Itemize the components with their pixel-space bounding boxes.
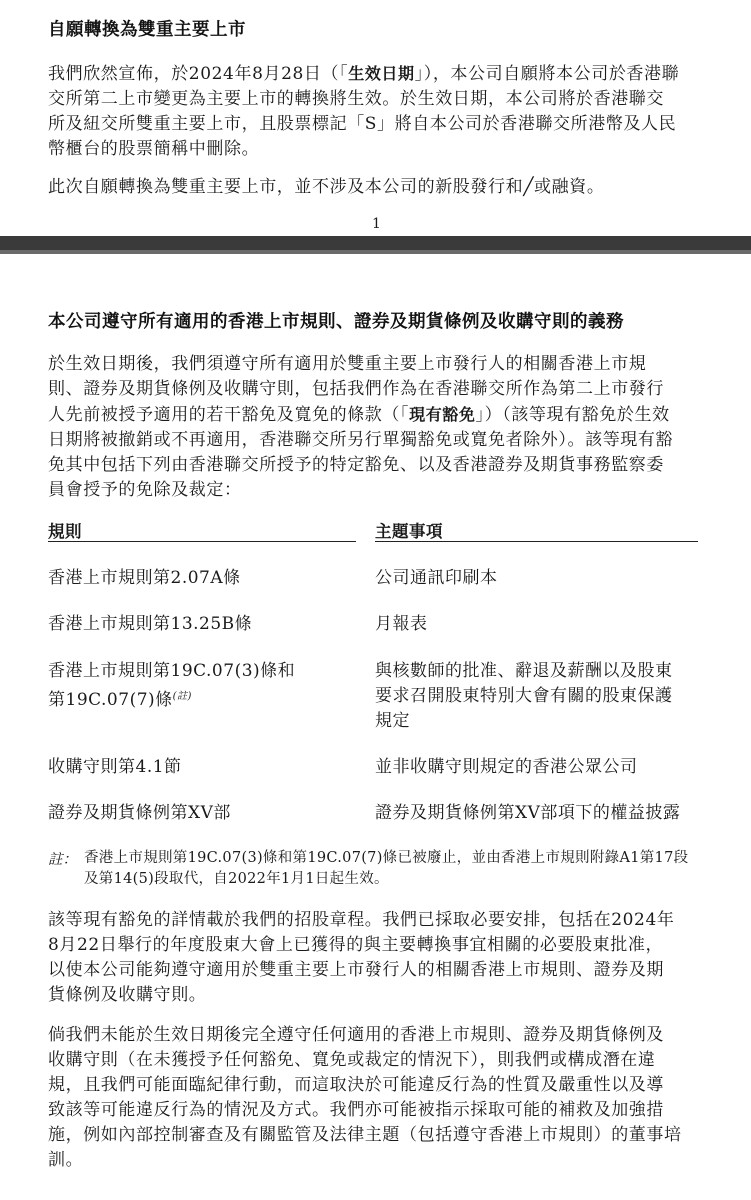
section-title-voluntary-conversion: 自願轉換為雙重主要上市 bbox=[48, 20, 246, 40]
waiver-details-paragraph: 該等現有豁免的詳情載於我們的招股章程。我們已採取必要安排，包括在2024年 8月22日舉行的年度股東大會上已獲得的與主要轉換事宜相關的必要股東批准， 以使本公司能夠遵守適用於雙重主要上市發行人的相關香港上市規則、證券及期 貨條例及收購守則。 bbox=[48, 910, 675, 1005]
table-header-subject-line bbox=[375, 541, 698, 542]
defined-term-existing-waivers: 現有豁免 bbox=[409, 405, 476, 424]
table-row-rule: 證券及期貨條例第XV部 bbox=[48, 803, 231, 823]
compliance-paragraph: 於生效日期後，我們須遵守所有適用於雙重主要上市發行人的相關香港上市規 則、證券及期貨條例及收購守則，包括我們作為在香港聯交所作為第二上市發行 人先前被授予適用的若干豁免及寬免的條款（「現有豁免」）（該等現有豁免於生效 日期將被撤銷或不再適用，香港聯交所另行單獨豁免或寬免者除外）。該等現有豁 免其中包括下列由香港聯交所授予的特定豁免、以及香港證券及期貨事務監察委 員會授予的免除及裁定： bbox=[48, 354, 674, 500]
defined-term-effective-date: 生效日期 bbox=[348, 64, 415, 83]
paragraph-line: 我們欣然宣佈，於2024年8月28日（「生效日期」），本公司自願將本公司於香港聯 bbox=[48, 64, 680, 84]
footnote-text: 香港上市規則第19C.07(3)條和第19C.07(7)條已被廢止，並由香港上市規則附錄A1第17段 及第14(5)段取代，自2022年1月1日起生效。 bbox=[84, 850, 689, 887]
table-row-rule: 香港上市規則第13.25B條 bbox=[48, 614, 253, 634]
page-number: 1 bbox=[372, 216, 381, 232]
table-header-rule: 規則 bbox=[48, 522, 82, 541]
table-header-rule-line bbox=[48, 541, 356, 542]
table-row-subject: 並非收購守則規定的香港公眾公司 bbox=[375, 757, 638, 777]
paragraph-line: 幣櫃台的股票簡稱中刪除。 bbox=[48, 139, 260, 159]
announcement-paragraph bbox=[48, 61, 708, 162]
paragraph-line: 交所第二上市變更為主要上市的轉換將生效。於生效日期，本公司將於香港聯交 bbox=[48, 89, 664, 109]
table-row-rule: 香港上市規則第19C.07(3)條和 第19C.07(7)條$^{(註)}$ bbox=[48, 661, 296, 710]
table-row-subject: 公司通訊印刷本 bbox=[375, 568, 498, 588]
table-header-subject: 主題事項 bbox=[375, 522, 443, 541]
table-row-subject: 與核數師的批准、辭退及薪酬以及股東 要求召開股東特別大會有關的股東保護 規定 bbox=[375, 661, 673, 731]
section-title-compliance: 本公司遵守所有適用的香港上市規則、證券及期貨條例及收購守則的義務 bbox=[48, 312, 624, 332]
note-reference-mark: (註) bbox=[172, 691, 192, 702]
non-compliance-paragraph: 倘我們未能於生效日期後完全遵守任何適用的香港上市規則、證券及期貨條例及 收購守則（在未獲授予任何豁免、寬免或裁定的情況下），則我們或構成潛在違 規，且我們可能面臨紀律行動，而這取決於可能違反行為的性質及嚴重性以及導 致該等可能違反行為的情況及方式。我們亦可能被指示採取可能的補救及加強措 施，例如內部控制審查及有關監管及法律主題（包括遵守香港上市規則）的董事培 訓。 bbox=[48, 1025, 682, 1170]
table-row-subject: 證券及期貨條例第XV部項下的權益披露 bbox=[375, 803, 681, 823]
table-row-rule: 香港上市規則第2.07A條 bbox=[48, 568, 241, 588]
page-divider-shadow bbox=[0, 250, 751, 254]
table-row-subject: 月報表 bbox=[375, 614, 428, 634]
no-new-issue-paragraph: 此次自願轉換為雙重主要上市，並不涉及本公司的新股發行和╱或融資。 bbox=[48, 177, 605, 197]
table-row-rule: 收購守則第4.1節 bbox=[48, 757, 182, 777]
paragraph-line: 所及紐交所雙重主要上市，且股票標記「S」將自本公司於香港聯交所港幣及人民 bbox=[48, 114, 677, 134]
note-label: 註： bbox=[48, 852, 77, 868]
